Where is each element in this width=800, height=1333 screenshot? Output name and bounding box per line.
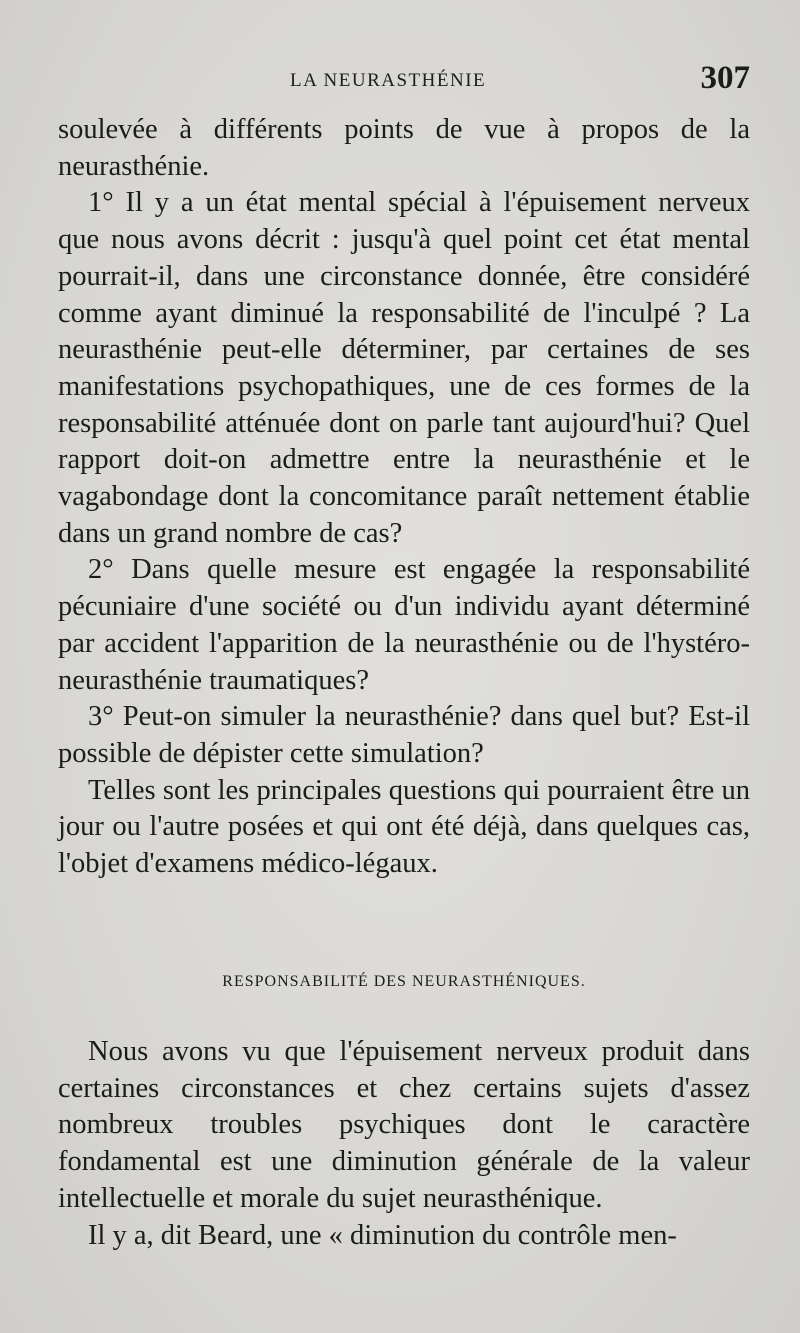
page-number: 307: [700, 60, 750, 96]
section-text: [58, 1034, 750, 1254]
body-text: [58, 112, 750, 883]
paragraph-continuation: soulevée à différents points de vue à propos de la neurasthénie.: [58, 114, 750, 182]
paragraph-question-3: 3° Peut-on simuler la neurasthénie? dans quel but? Est-il possible de dépister cette simulation?: [58, 701, 750, 769]
paragraph-question-2: 2° Dans quelle mesure est engagée la responsabilité pécuniaire d'une société ou d'un individu ayant déterminé par accident l'apparition de la neurasthénie ou de l'hystéro-neurasthénie traumatiques?: [58, 554, 750, 696]
running-head: [58, 58, 750, 106]
paragraph-summary: Telles sont les principales questions qui pourraient être un jour ou l'autre posées et qui ont été déjà, dans quelques cas, l'objet d'examens médico-légaux.: [58, 774, 750, 880]
section-paragraph-1: Nous avons vu que l'épuisement nerveux produit dans certaines circonstances et chez certains sujets d'assez nombreux troubles psychiques dont le caractère fondamental est une diminution générale de la valeur intellectuelle et morale du sujet neurasthénique.: [58, 1036, 750, 1214]
paragraph-question-1: 1° Il y a un état mental spécial à l'épuisement nerveux que nous avons décrit : jusqu'à quel point cet état mental pourrait-il, dans une circonstance donnée, être considéré comme ayant diminué la responsabilité de l'inculpé ? La neurasthénie peut-elle déterminer, par certaines de ses manifestations psychopathiques, une de ces formes de la responsabilité atténuée dont on parle tant aujourd'hui? Quel rapport doit-on admettre entre la neurasthénie et le vagabondage dont la concomitance paraît nettement établie dans un grand nombre de cas?: [58, 187, 750, 549]
section-heading: RESPONSABILITÉ DES NEURASTHÉNIQUES.: [222, 973, 586, 990]
section-paragraph-2: Il y a, dit Beard, une « diminution du contrôle men-: [88, 1219, 677, 1251]
running-title: LA NEURASTHÉNIE: [290, 70, 487, 91]
